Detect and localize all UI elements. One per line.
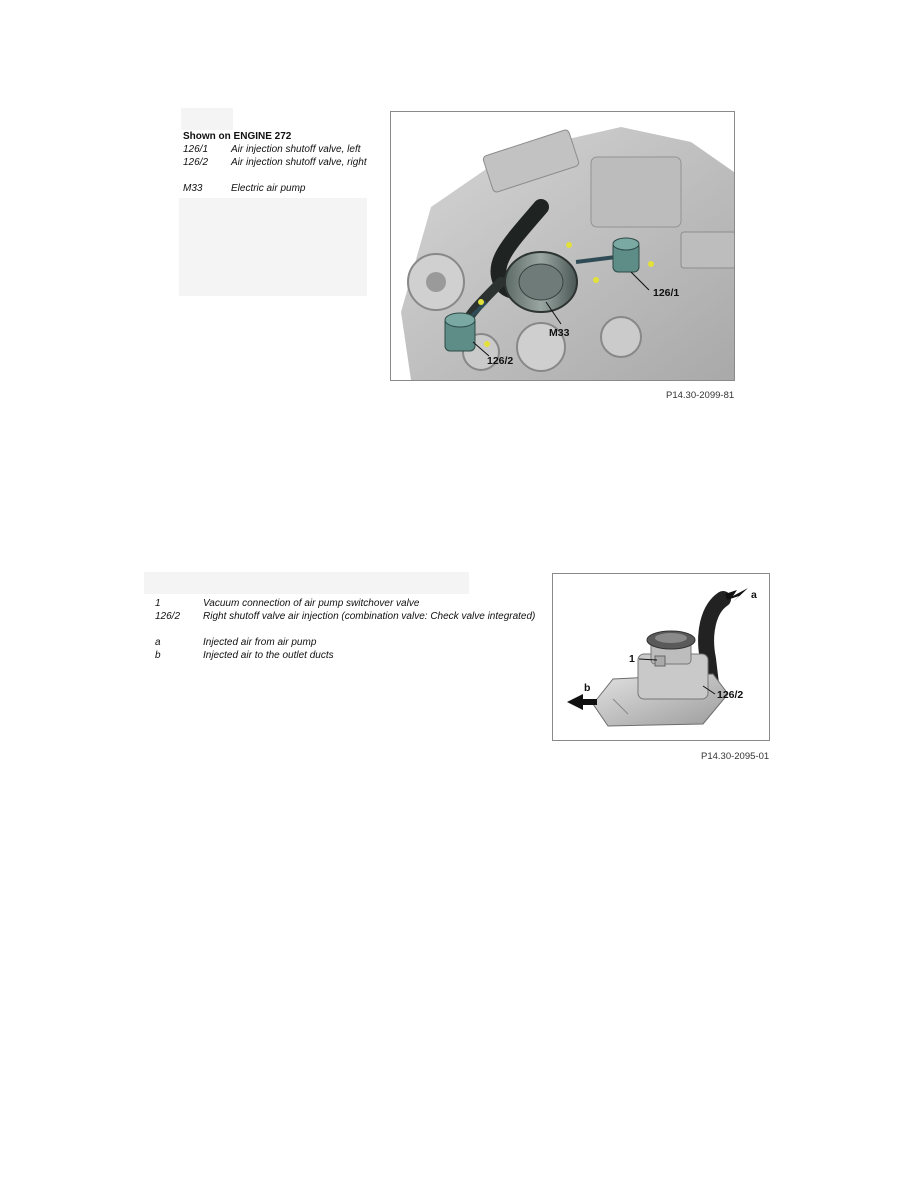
legend-code: 126/2 <box>155 611 181 622</box>
legend-description: Vacuum connection of air pump switchover valve <box>203 598 420 609</box>
legend-1-heading: Shown on ENGINE 272 <box>183 131 292 142</box>
legend-2 <box>155 597 535 662</box>
legend-1-shade-top <box>181 108 233 130</box>
callout-126-1: 126/1 <box>653 287 680 299</box>
legend-1-row <box>183 182 367 195</box>
legend-code: 1 <box>155 598 161 609</box>
engine-illustration <box>391 112 734 380</box>
legend-code: M33 <box>183 183 203 194</box>
callout-126-2: 126/2 <box>717 689 744 701</box>
legend-2-shade <box>144 572 469 594</box>
legend-2-row <box>155 597 535 610</box>
valve-diagram <box>552 573 770 741</box>
legend-spacer <box>155 623 535 636</box>
legend-code: 126/1 <box>183 144 209 155</box>
engine-diagram <box>390 111 735 381</box>
callout-a: a <box>751 589 757 601</box>
legend-description: Air injection shutoff valve, right <box>231 157 367 168</box>
callout-1: 1 <box>629 653 635 665</box>
figure-1-reference: P14.30-2099-81 <box>666 390 735 401</box>
legend-spacer <box>183 169 367 182</box>
legend-1 <box>183 130 367 195</box>
legend-description: Right shutoff valve air injection (combination valve: Check valve integrated) <box>203 611 536 622</box>
legend-1-row <box>183 156 367 169</box>
callout-b: b <box>584 682 591 694</box>
legend-description: Injected air from air pump <box>203 637 317 648</box>
valve-illustration <box>553 574 769 740</box>
legend-1-row <box>183 143 367 156</box>
legend-2-row <box>155 610 535 623</box>
legend-description: Injected air to the outlet ducts <box>203 650 334 661</box>
callout-126-2: 126/2 <box>487 355 514 367</box>
legend-description: Electric air pump <box>231 183 306 194</box>
legend-code: b <box>155 650 161 661</box>
legend-2-row <box>155 649 535 662</box>
legend-description: Air injection shutoff valve, left <box>231 144 361 155</box>
legend-code: 126/2 <box>183 157 209 168</box>
figure-2-reference: P14.30-2095-01 <box>701 751 770 762</box>
legend-code: a <box>155 637 161 648</box>
legend-2-row <box>155 636 535 649</box>
callout-m33: M33 <box>549 327 570 339</box>
legend-1-shade-bottom <box>179 198 367 296</box>
